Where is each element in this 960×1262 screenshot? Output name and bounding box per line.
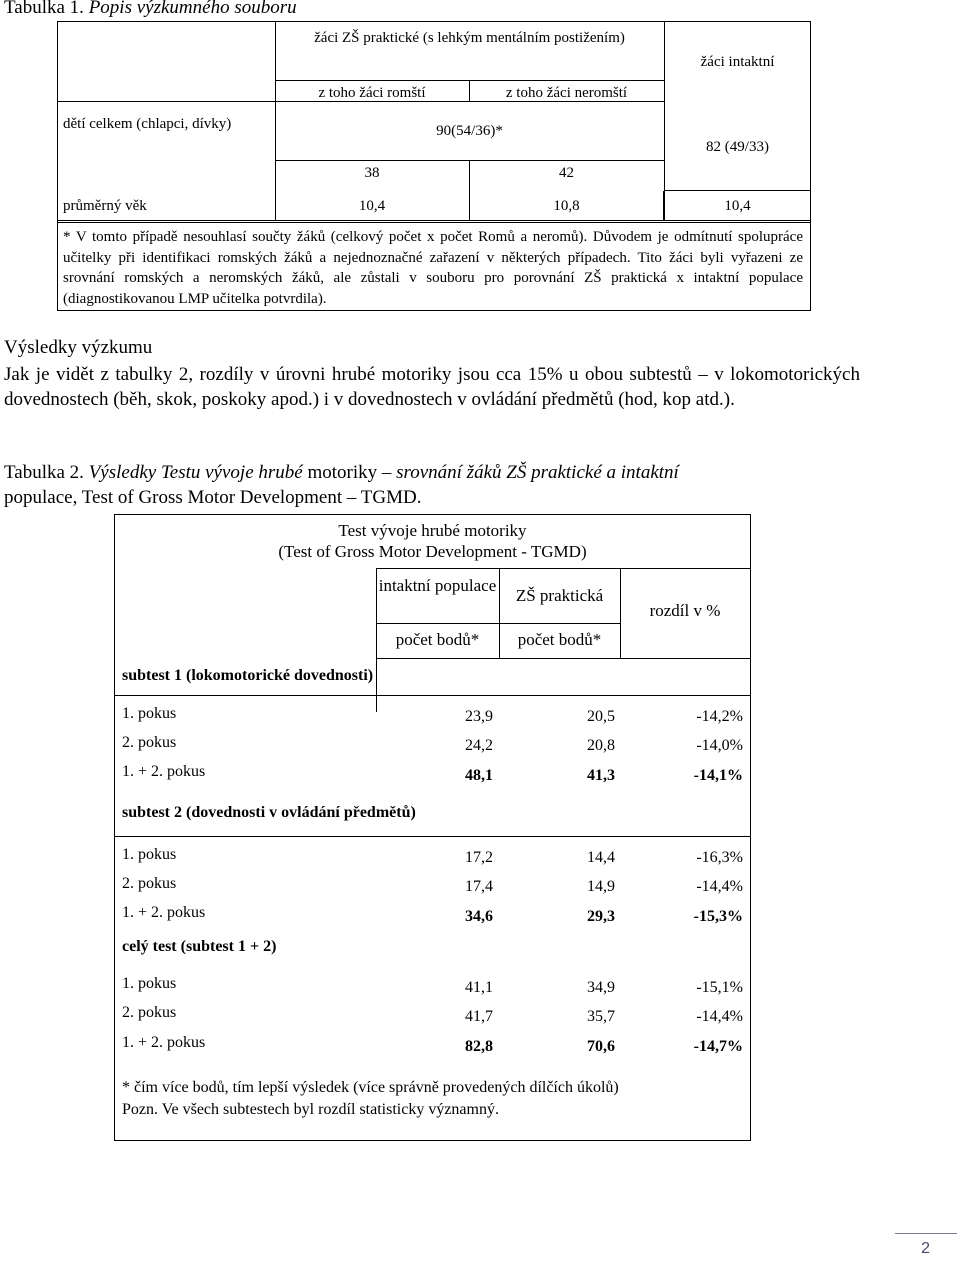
intact-value: 17,2 xyxy=(465,849,493,866)
row-label: 1. + 2. pokus xyxy=(122,763,206,780)
table1-caption xyxy=(4,0,297,19)
intact-total: 82 (49/33) xyxy=(706,139,769,155)
age-roma: 10,4 xyxy=(358,198,386,214)
zs-total-value: 70,6 xyxy=(587,1038,615,1055)
sample-description-table xyxy=(57,21,811,311)
table2-caption-prefix: Tabulka 2. xyxy=(4,462,84,483)
row-label: 1. + 2. pokus xyxy=(122,1034,206,1051)
row-label: 1. pokus xyxy=(122,846,177,863)
diff-value: -14,4% xyxy=(696,878,743,895)
table2-title-line1: Test vývoje hrubé motoriky xyxy=(338,521,527,540)
group-label: celý test (subtest 1 + 2) xyxy=(122,938,277,955)
col-intact-points: počet bodů* xyxy=(395,630,480,649)
intact-value: 24,2 xyxy=(465,737,493,754)
table1-caption-prefix: Tabulka 1. xyxy=(4,0,84,18)
intact-total-value: 48,1 xyxy=(465,767,493,784)
zs-value: 20,5 xyxy=(587,708,615,725)
zs-value: 34,9 xyxy=(587,979,615,996)
table2-caption-line1 xyxy=(4,462,679,484)
zs-total: 90(54/36)* xyxy=(436,123,503,139)
table2-caption-plain: motoriky xyxy=(307,462,378,483)
zs-value: 20,8 xyxy=(587,737,615,754)
row-label: 1. pokus xyxy=(122,975,177,992)
header-nonroma: z toho žáci neromští xyxy=(505,85,628,101)
zs-value: 14,4 xyxy=(587,849,615,866)
col-diff-header: rozdíl v % xyxy=(649,601,721,620)
group-label: subtest 1 (lokomotorické dovednosti) xyxy=(122,667,374,684)
table1-caption-title: Popis výzkumného souboru xyxy=(88,0,297,18)
table2-footnote-1: * čím více bodů, tím lepší výsledek (více správně provedených dílčích úkolů) xyxy=(122,1079,619,1096)
table2-caption-italic-1: Výsledky Testu vývoje hrubé xyxy=(88,462,303,483)
diff-value: -15,1% xyxy=(696,979,743,996)
row-age-label: průměrný věk xyxy=(63,198,147,214)
diff-value: -14,0% xyxy=(696,737,743,754)
row-label: 1. + 2. pokus xyxy=(122,904,206,921)
intact-total-value: 34,6 xyxy=(465,908,493,925)
diff-total-value: -15,3% xyxy=(693,908,743,925)
diff-value: -14,2% xyxy=(696,708,743,725)
intact-total-value: 82,8 xyxy=(465,1038,493,1055)
row-label: 1. pokus xyxy=(122,705,177,722)
table2-caption-italic-2: – srovnání žáků ZŠ praktické a intaktní xyxy=(381,462,679,483)
diff-value: -16,3% xyxy=(696,849,743,866)
section-title: Výsledky výzkumu xyxy=(4,337,153,358)
age-nonroma: 10,8 xyxy=(553,198,580,214)
header-intact: žáci intaktní xyxy=(700,54,775,70)
page-number: 2 xyxy=(921,1240,930,1257)
zs-value: 14,9 xyxy=(587,878,615,895)
intact-value: 41,1 xyxy=(465,979,493,996)
row-label: 2. pokus xyxy=(122,875,177,892)
diff-total-value: -14,7% xyxy=(693,1038,743,1055)
section-paragraph: Jak je vidět z tabulky 2, rozdíly v úrovni hrubé motoriky jsou cca 15% u obou subtestů – v lokomotorických dovednostech (běh, skok, poskoky apod.) i v dovednostech v ovládání předmětů (hod, kop atd.). xyxy=(4,364,860,410)
header-roma: z toho žáci romští xyxy=(318,85,426,101)
intact-value: 17,4 xyxy=(465,878,493,895)
header-zs-practical: žáci ZŠ praktické (s lehkým mentálním postižením) xyxy=(314,30,625,46)
zs-value: 35,7 xyxy=(587,1008,615,1025)
col-zs-points: počet bodů* xyxy=(517,630,602,649)
diff-value: -14,4% xyxy=(696,1008,743,1025)
col-zs-header: ZŠ praktická xyxy=(515,586,604,605)
table2-footnote-2: Pozn. Ve všech subtestech byl rozdíl statisticky významný. xyxy=(122,1101,499,1118)
age-intact: 10,4 xyxy=(724,198,751,214)
page-number-rule xyxy=(895,1233,957,1234)
table2-title-line2: (Test of Gross Motor Development - TGMD) xyxy=(278,542,587,561)
zs-total-value: 41,3 xyxy=(587,767,615,784)
diff-total-value: -14,1% xyxy=(693,767,743,784)
col-intact-header: intaktní populace xyxy=(378,576,497,595)
row-label: 2. pokus xyxy=(122,734,177,751)
row-label: 2. pokus xyxy=(122,1004,177,1021)
tgmd-results-table xyxy=(114,514,751,1141)
table1-footnote: * V tomto případě nesouhlasí součty žáků (celkový počet x počet Romů a neromů). Důvodem je odmítnutí spolupráce učitelky při identifikaci romských žáků a nejednoznačné zařazení v některých případech. Tito žáci byli vyřazeni ze srovnání romských a neromských žáků, ale zůstali v souboru pro porovnání ZŠ praktická x intaktní populace (diagnostikovanou LMP učitelka potvrdila). xyxy=(63,229,803,307)
group-label: subtest 2 (dovednosti v ovládání předmětů) xyxy=(122,804,416,821)
roma-count: 38 xyxy=(364,165,380,181)
table2-caption-line2: populace, Test of Gross Motor Development – TGMD. xyxy=(4,487,422,508)
zs-total-value: 29,3 xyxy=(587,908,615,925)
intact-value: 41,7 xyxy=(465,1008,493,1025)
intact-value: 23,9 xyxy=(465,708,493,725)
row-children-label: dětí celkem (chlapci, dívky) xyxy=(63,116,232,132)
nonroma-count: 42 xyxy=(559,165,574,181)
